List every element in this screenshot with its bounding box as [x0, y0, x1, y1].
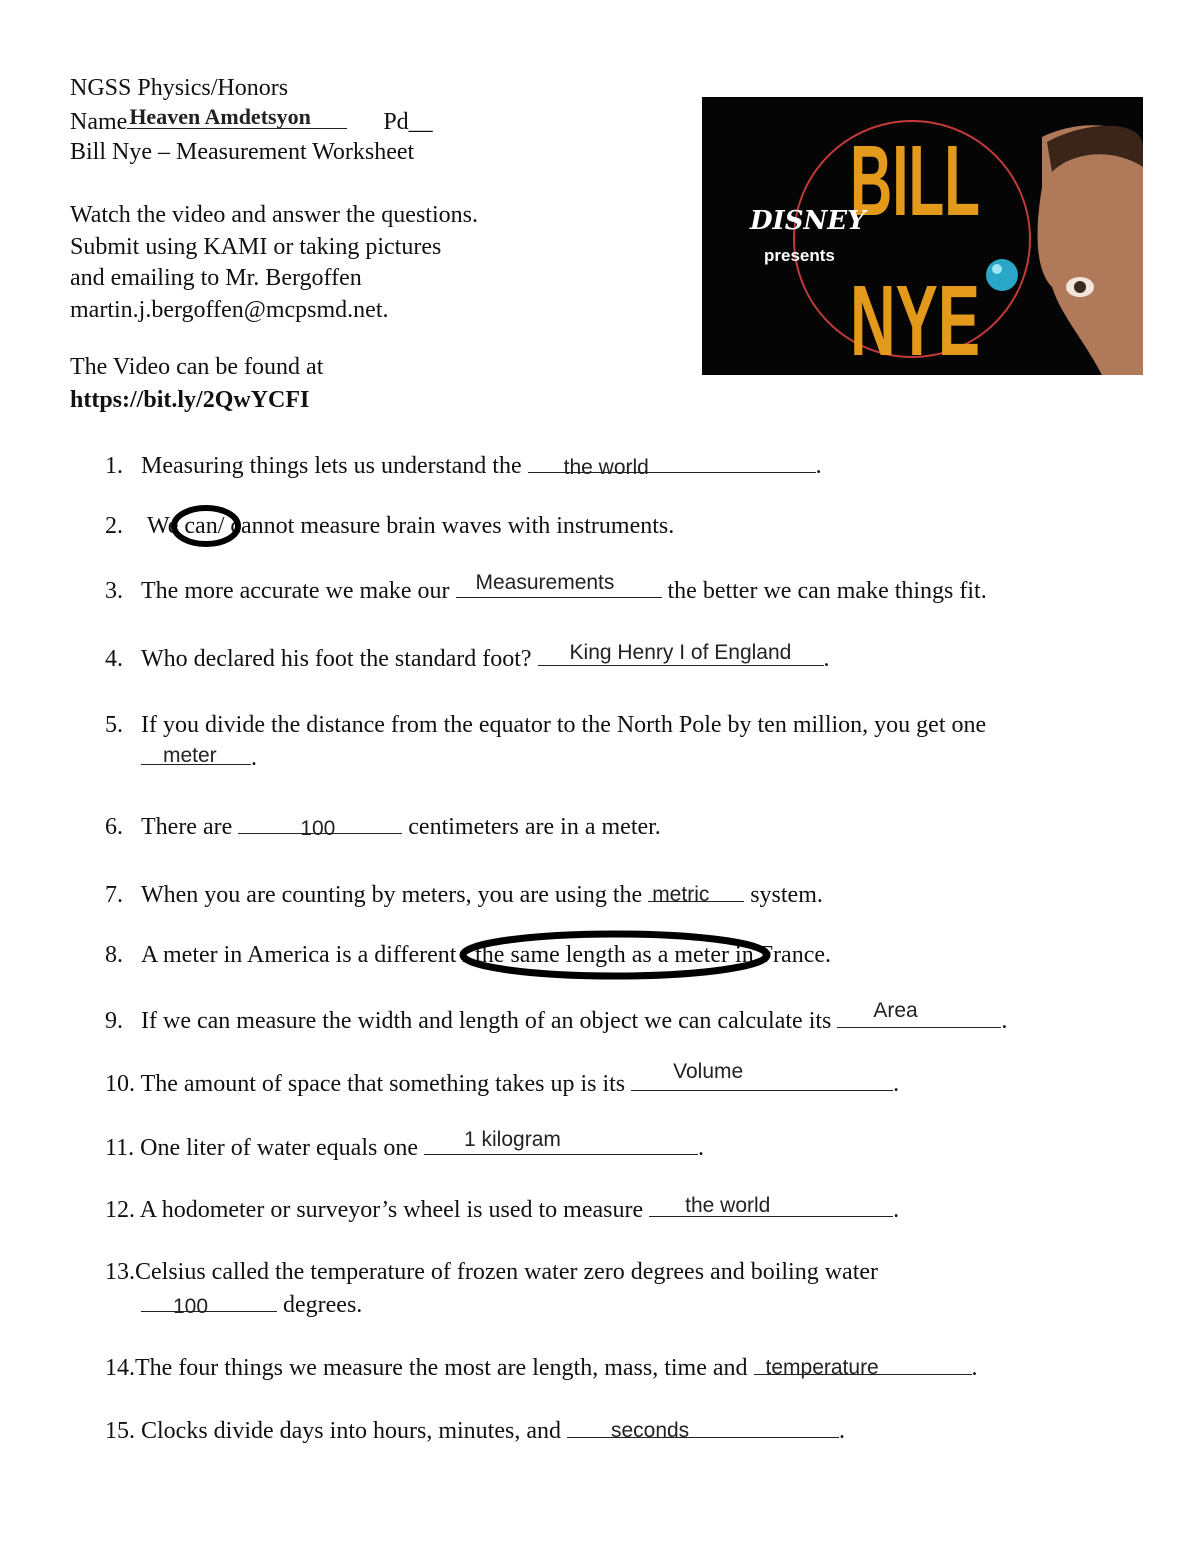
answer-3-blank[interactable] [456, 573, 662, 598]
answer-4-blank[interactable] [538, 641, 824, 666]
question-12: 12. A hodometer or surveyor’s wheel is used to measure the world . [105, 1192, 899, 1226]
worksheet-title: Bill Nye – Measurement Worksheet [70, 139, 415, 165]
title-bill: BILL [850, 125, 980, 237]
presents-label: presents [764, 246, 835, 265]
title-nye: NYE [850, 265, 980, 375]
question-6: 6. There are 100 centimeters are in a meter. [105, 809, 661, 843]
answer-4: King Henry I of England [569, 641, 792, 664]
answer-13: 100 [173, 1295, 209, 1318]
question-9: 9. If we can measure the width and length of an object we can calculate its Area . [105, 1003, 1007, 1037]
period-field[interactable]: Pd__ [383, 109, 433, 135]
circle-mark [457, 929, 775, 985]
answer-5-blank[interactable] [141, 740, 251, 765]
circle-mark [168, 504, 244, 548]
question-1: 1. Measuring things lets us understand the the world . [105, 448, 822, 482]
instruction-line-2: Submit using KAMI or taking pictures [70, 234, 442, 260]
answer-11: 1 kilogram [464, 1128, 561, 1151]
question-13-continued: 100 degrees. [141, 1287, 362, 1321]
answer-1: the world [563, 456, 649, 479]
question-13: 13.Celsius called the temperature of frozen water zero degrees and boiling water [105, 1259, 879, 1285]
question-4: 4. Who declared his foot the standard foot? King Henry I of England . [105, 641, 830, 675]
disney-logo: DISNEY [750, 206, 866, 236]
answer-12-blank[interactable] [649, 1192, 893, 1217]
answer-14: temperature [765, 1356, 879, 1379]
instruction-line-3: and emailing to Mr. Bergoffen [70, 265, 362, 291]
answer-5: meter [163, 744, 217, 767]
question-2: 2. We can / cannot measure brain waves with instruments. [105, 510, 674, 542]
choice-can-circled[interactable]: can [184, 510, 217, 542]
video-url-link[interactable]: https://bit.ly/2QwYCFI [70, 387, 310, 413]
teacher-email: martin.j.bergoffen@mcpsmd.net. [70, 297, 389, 323]
question-7: 7. When you are counting by meters, you are using the metric system. [105, 877, 823, 911]
answer-3: Measurements [475, 571, 615, 594]
answer-15: seconds [610, 1419, 690, 1442]
instruction-line-1: Watch the video and answer the questions. [70, 202, 478, 228]
bill-nye-title-image [702, 97, 1143, 375]
answer-7-blank[interactable] [648, 877, 744, 906]
answer-10: Volume [673, 1060, 744, 1083]
question-14: 14.The four things we measure the most are length, mass, time and temperature . [105, 1350, 978, 1384]
answer-7: metric [652, 883, 710, 906]
video-label: The Video can be found at [70, 354, 324, 380]
course-title: NGSS Physics/Honors [70, 75, 289, 101]
question-11: 11. One liter of water equals one 1 kilogram . [105, 1130, 704, 1164]
question-5: 5. If you divide the distance from the equator to the North Pole by ten million, you get one [105, 712, 987, 738]
name-label: Name [70, 109, 128, 135]
answer-12: the world [685, 1194, 771, 1217]
question-3: 3. The more accurate we make our Measurements the better we can make things fit. [105, 573, 987, 607]
answer-15-blank[interactable] [567, 1413, 839, 1442]
answer-6: 100 [300, 817, 336, 840]
question-10: 10. The amount of space that something takes up is its Volume . [105, 1066, 899, 1100]
answer-9-blank[interactable] [837, 999, 1001, 1028]
answer-9: Area [873, 999, 918, 1022]
name-field[interactable] [127, 104, 347, 129]
answer-6-blank[interactable] [238, 809, 402, 840]
question-15: 15. Clocks divide days into hours, minutes, and seconds . [105, 1413, 845, 1447]
answer-1-blank[interactable] [528, 448, 816, 479]
question-5-continued: meter . [141, 740, 257, 774]
orb-graphic [986, 259, 1018, 291]
answer-10-blank[interactable] [631, 1060, 893, 1091]
answer-14-blank[interactable] [754, 1350, 972, 1379]
bill-nye-artwork [702, 97, 1143, 375]
name-value: Heaven Amdetsyon [129, 104, 311, 129]
name-line [70, 104, 433, 138]
question-8: 8. A meter in America is a different / the same length as a meter in France. [105, 939, 831, 971]
choice-same-length-circled[interactable]: the same length as a meter [475, 939, 729, 971]
answer-11-blank[interactable] [424, 1130, 698, 1155]
